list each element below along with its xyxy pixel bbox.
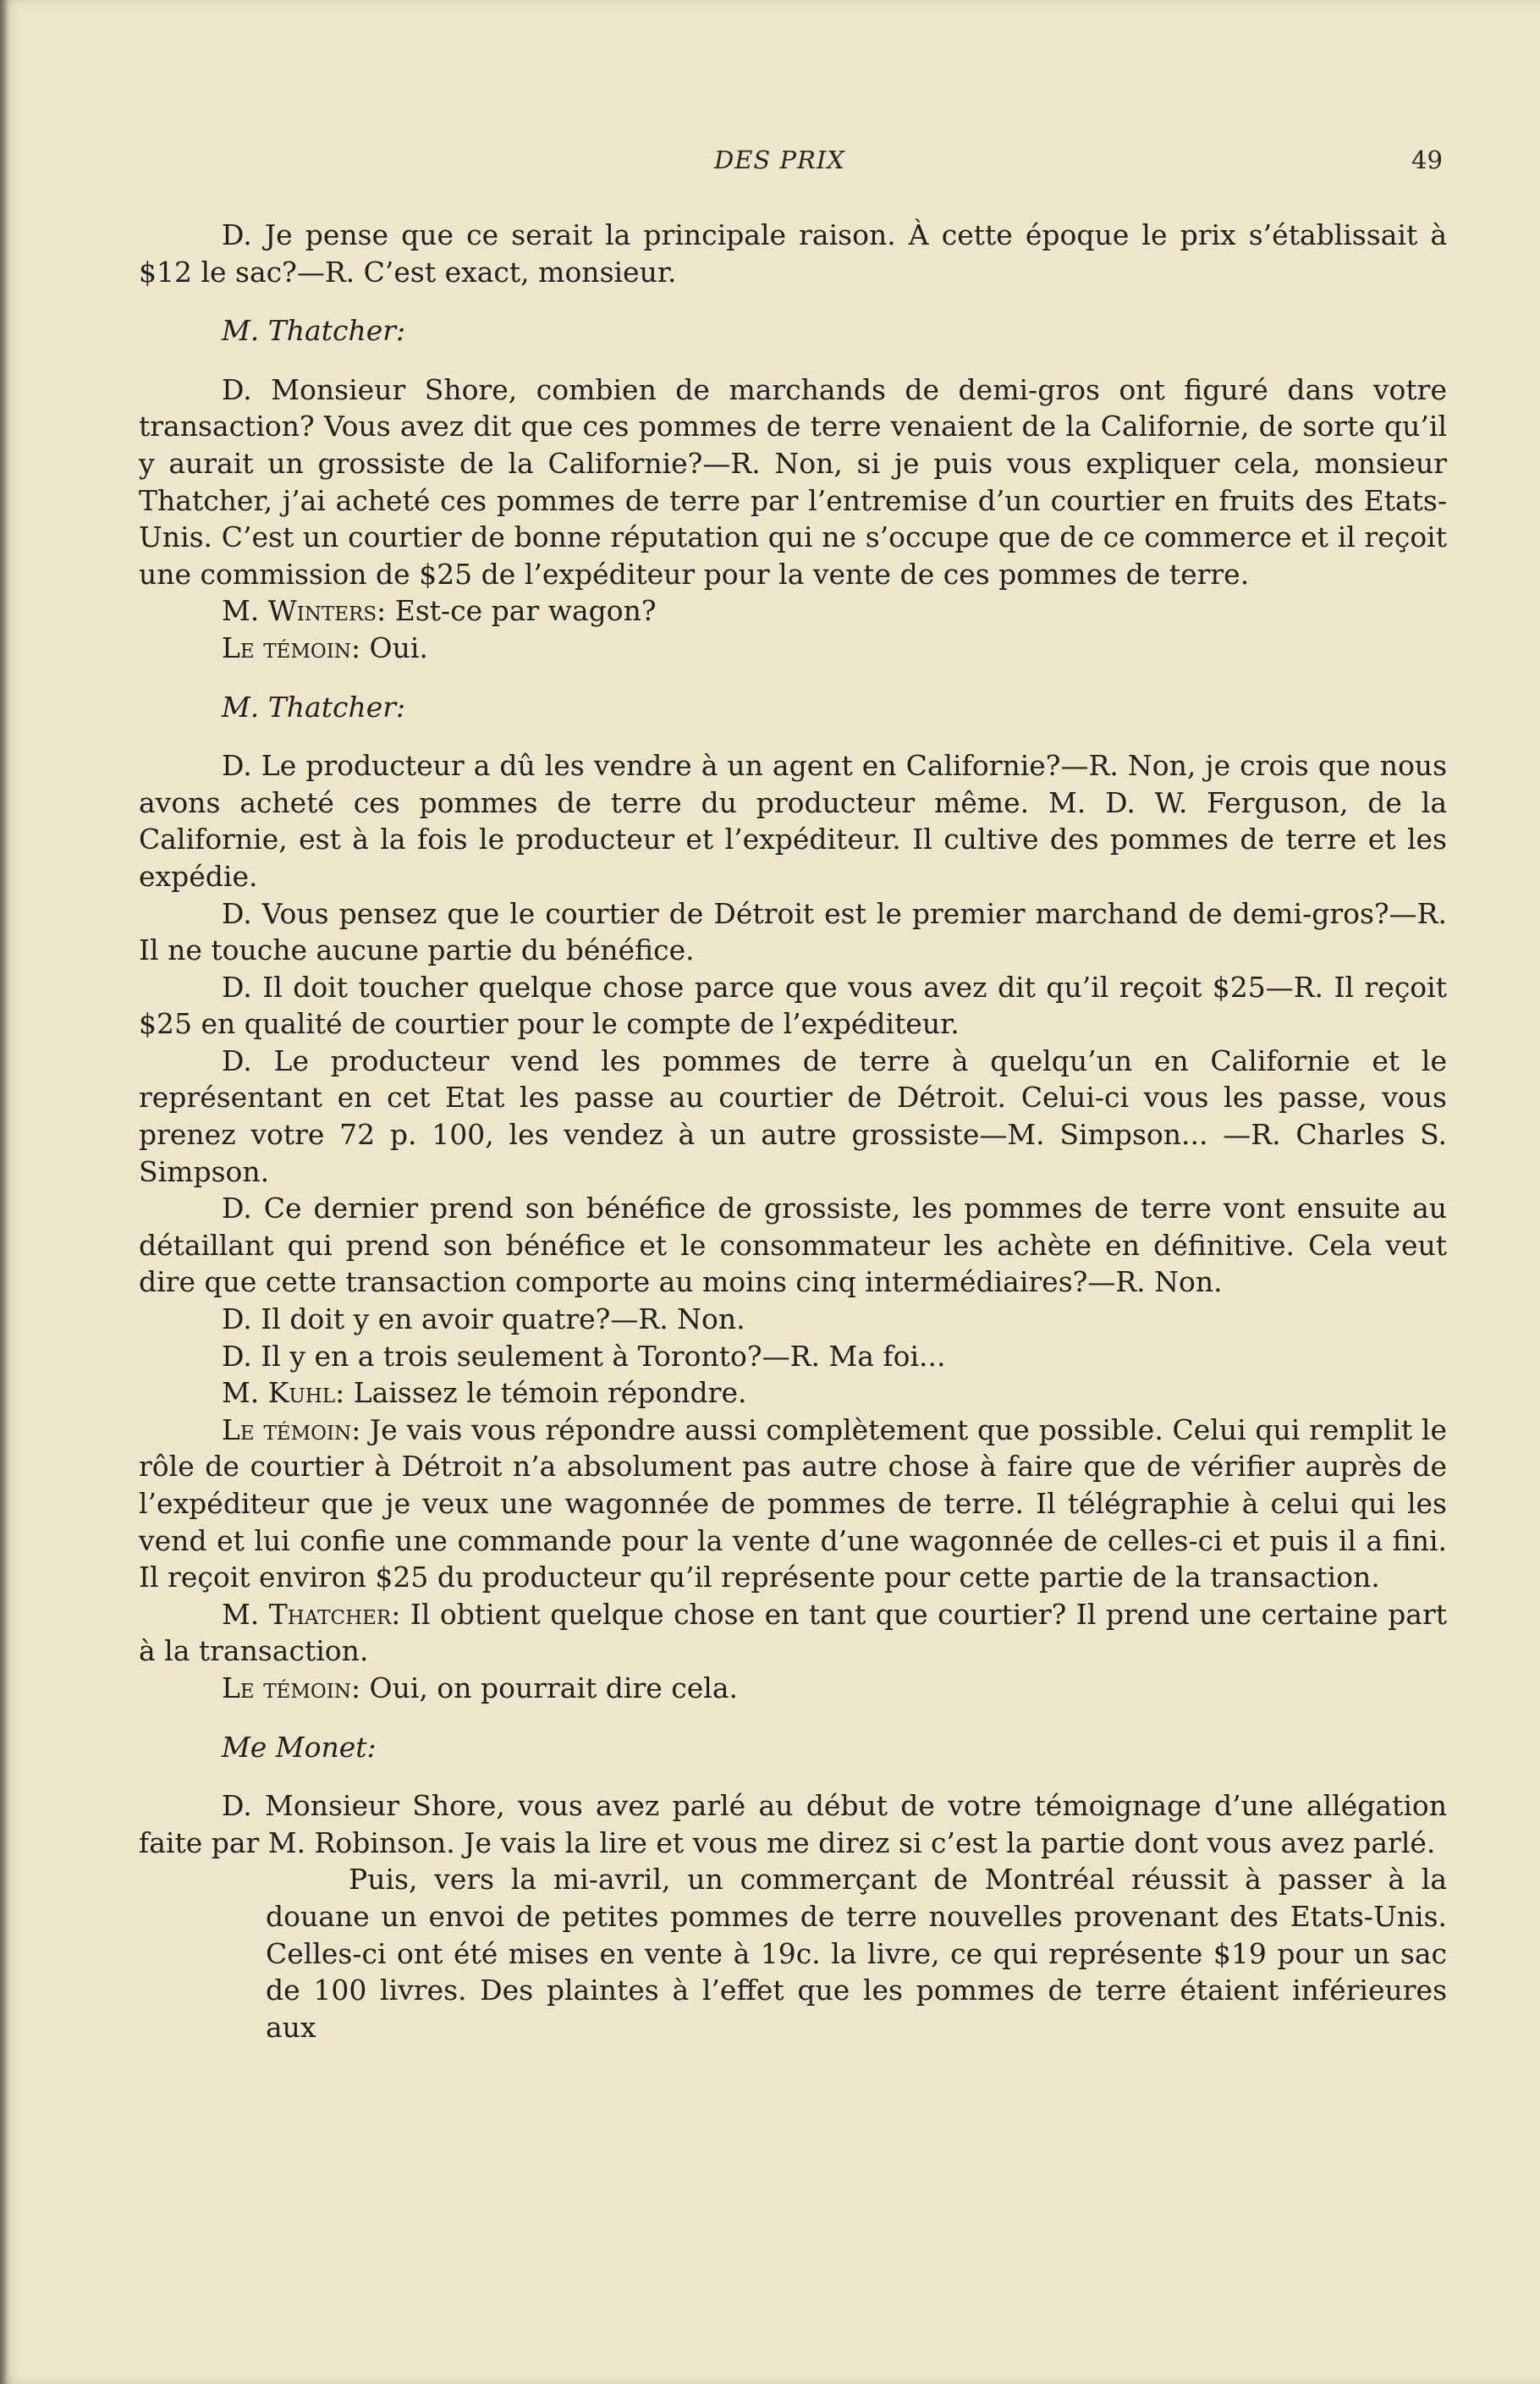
speaker-name: Le témoin:	[222, 630, 361, 664]
speaker-heading-1: M. Thatcher:	[222, 314, 406, 348]
paragraph-8: D. Le producteur vend les pommes de terre à quelqu’un en Californie et le représentant en cet Etat les passe au courtier de Détroit. Celui-ci vous les passe, vous prenez votre 72 p. 100, les vendez à un autre grossiste—M. Simpson... —R. Charles S. Simpson.	[139, 1043, 1447, 1188]
paragraph-16: D. Monsieur Shore, vous avez parlé au début de votre témoignage d’une allégation faite par M. Robinson. Je vais la lire et vous me direz si c’est la partie dont vous avez parlé.	[139, 1789, 1447, 1859]
speaker-heading-2: M. Thatcher:	[222, 690, 406, 724]
speech-text: Est-ce par wagon?	[386, 594, 657, 628]
paragraph-7: D. Il doit toucher quelque chose parce que vous avez dit qu’il reçoit $25—R. Il reçoit $25 en qualité de courtier pour le compte de l’expéditeur.	[139, 970, 1447, 1041]
paragraph-2: D. Monsieur Shore, combien de marchands de demi-gros ont figuré dans votre transaction? Vous avez dit que ces pommes de terre venaient de la Californie, de sorte qu’il y aurait un grossiste de la Californie?—R. Non, si je puis vous expliquer cela, monsieur Thatcher, j’ai acheté ces pommes de terre par l’entremise d’un courtier en fruits des Etats-Unis. C’est un courtier de bonne réputation qui ne s’occupe que de ce commerce et il reçoit une commission de $25 de l’expéditeur pour la vente de ces pommes de terre.	[139, 372, 1447, 591]
paragraph-14	[139, 1596, 1447, 1670]
speech-text: Laissez le témoin répondre.	[344, 1376, 747, 1410]
speaker-name: M. Winters:	[222, 594, 387, 628]
paragraph-11: D. Il y en a trois seulement à Toronto?—R. Ma foi...	[222, 1339, 946, 1373]
paragraph-4	[139, 630, 1447, 667]
speaker-name: M. Kuhl:	[222, 1376, 345, 1410]
paragraph-12	[139, 1374, 1447, 1412]
paragraph-3	[139, 592, 1447, 630]
speaker-name: Le témoin:	[222, 1412, 361, 1446]
speaker-name: M. Thatcher:	[222, 1597, 401, 1631]
page-number: 49	[1411, 146, 1443, 174]
speech-text: Oui.	[360, 630, 428, 664]
paragraph-6: D. Vous pensez que le courtier de Détroit est le premier marchand de demi-gros?—R. Il ne touche aucune partie du bénéfice.	[139, 896, 1447, 967]
paragraph-10: D. Il doit y en avoir quatre?—R. Non.	[222, 1302, 745, 1336]
speech-text: Je vais vous répondre aussi complètement que possible. Celui qui remplit le rôle de courtier à Détroit n’a absolument pas autre chose à faire que de vérifier auprès de l’expéditeur que je veux une wagonnée de pommes de terre. Il télégraphie à celui qui les vend et lui confie une commande pour la vente d’une wagonnée de celles-ci et puis il a fini. Il reçoit environ $25 du producteur qu’il représente pour cette partie de la transaction.	[139, 1412, 1447, 1594]
body-text	[139, 217, 1447, 2045]
speaker-name: Le témoin:	[222, 1671, 361, 1704]
paragraph-1: D. Je pense que ce serait la principale raison. À cette époque le prix s’établissait à $12 le sac?—R. C’est exact, monsieur.	[139, 218, 1447, 289]
speech-text: Il obtient quelque chose en tant que courtier? Il prend une certaine part à la transaction.	[139, 1597, 1447, 1668]
speech-text: Oui, on pourrait dire cela.	[360, 1671, 738, 1704]
binding-shadow	[0, 0, 8, 2384]
paragraph-9: D. Ce dernier prend son bénéfice de grossiste, les pommes de terre vont ensuite au détaillant qui prend son bénéfice et le consommateur les achète en définitive. Cela veut dire que cette transaction comporte au moins cinq intermédiaires?—R. Non.	[139, 1192, 1447, 1299]
running-title: DES PRIX	[714, 146, 845, 174]
paragraph-5: D. Le producteur a dû les vendre à un agent en Californie?—R. Non, je crois que nous avons acheté ces pommes de terre du producteur même. M. D. W. Ferguson, de la Californie, est à la fois le producteur et l’expéditeur. Il cultive des pommes de terre et les expédie.	[139, 749, 1447, 893]
running-head	[0, 146, 1540, 188]
speaker-heading-3: Me Monet:	[222, 1730, 377, 1764]
paragraph-15	[139, 1670, 1447, 1707]
paragraph-13	[139, 1412, 1447, 1596]
block-quote: Puis, vers la mi-avril, un commerçant de Montréal réussit à passer à la douane un envoi de petites pommes de terre nouvelles provenant des Etats-Unis. Celles-ci ont été mises en vente à 19c. la livre, ce qui représente $19 pour un sac de 100 livres. Des plaintes à l’effet que les pommes de terre étaient inférieures aux	[266, 1863, 1447, 2044]
